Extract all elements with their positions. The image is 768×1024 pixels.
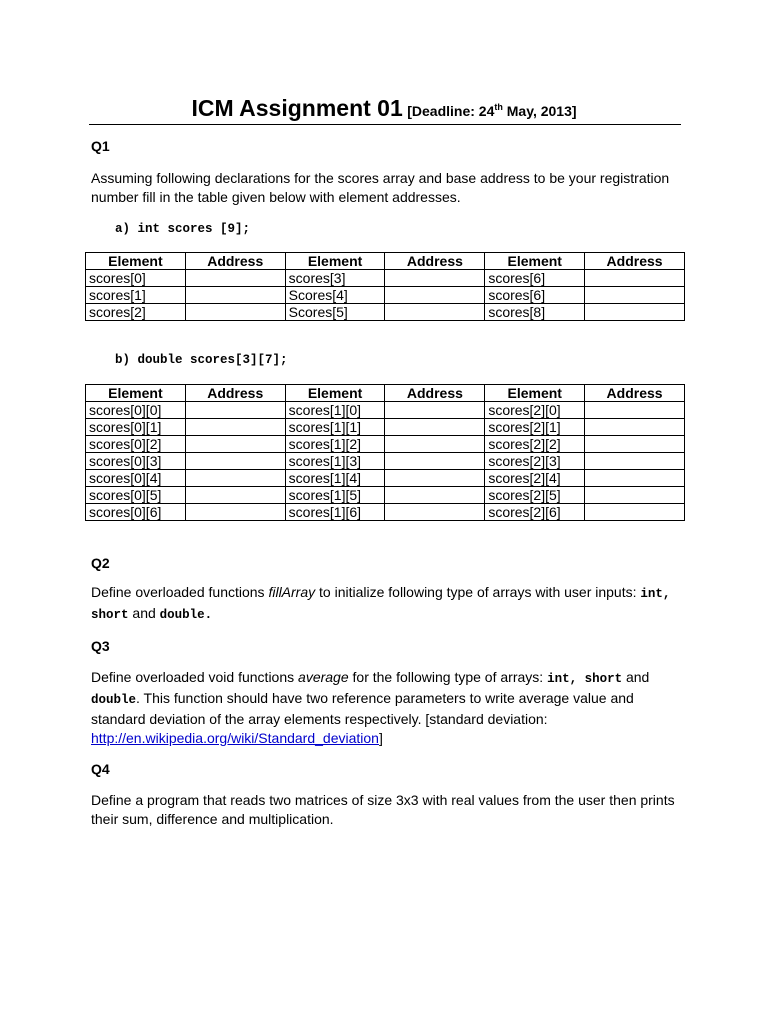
element-cell: scores[3] <box>285 270 385 287</box>
element-cell: scores[1][6] <box>285 504 385 521</box>
address-cell[interactable] <box>385 419 485 436</box>
title-divider <box>89 124 681 125</box>
q2-func: fillArray <box>268 584 316 600</box>
header-element-1: Element <box>86 253 186 270</box>
element-cell: scores[0][4] <box>86 470 186 487</box>
address-cell[interactable] <box>585 304 685 321</box>
address-cell[interactable] <box>385 304 485 321</box>
q2-heading: Q2 <box>91 555 110 571</box>
address-cell[interactable] <box>585 287 685 304</box>
address-cell[interactable] <box>385 504 485 521</box>
element-cell: scores[0][1] <box>86 419 186 436</box>
q3-heading: Q3 <box>91 638 110 654</box>
q1-part-b: b) double scores[3][7]; <box>115 353 288 367</box>
table-row <box>86 304 685 321</box>
q2-text-1: Define overloaded functions <box>91 584 269 600</box>
address-cell[interactable] <box>385 270 485 287</box>
document-title <box>0 92 768 127</box>
q1-intro: Assuming following declarations for the scores array and base address to be your registration number fill in the table given below with element addresses. <box>91 170 670 205</box>
address-cell[interactable] <box>385 436 485 453</box>
element-cell: Scores[5] <box>285 304 385 321</box>
element-cell: scores[6] <box>485 287 585 304</box>
element-cell: scores[2][4] <box>485 470 585 487</box>
address-table-a <box>85 252 685 321</box>
q3-text-2: for the following type of arrays: <box>348 669 548 685</box>
q2-text-2: to initialize following type of arrays with user inputs: <box>315 584 641 600</box>
header-element-1: Element <box>86 385 186 402</box>
q4-heading: Q4 <box>91 761 110 777</box>
table-row <box>86 453 685 470</box>
q3-text-1: Define overloaded void functions <box>91 669 299 685</box>
table-row <box>86 504 685 521</box>
q2-type-short: short <box>91 608 129 622</box>
address-table-b <box>85 384 685 521</box>
q3-text-3: . This function should have two reference parameters to write average value and standard deviation of the array elements respectively. [standard deviation: <box>91 690 634 727</box>
element-cell: scores[0][6] <box>86 504 186 521</box>
address-cell[interactable] <box>585 487 685 504</box>
address-cell[interactable] <box>585 419 685 436</box>
header-element-3: Element <box>485 253 585 270</box>
q1-heading: Q1 <box>91 138 110 154</box>
address-cell[interactable] <box>585 270 685 287</box>
address-cell[interactable] <box>385 402 485 419</box>
header-address-3: Address <box>585 385 685 402</box>
element-cell: Scores[4] <box>285 287 385 304</box>
header-element-2: Element <box>285 385 385 402</box>
element-cell: scores[0][0] <box>86 402 186 419</box>
address-cell[interactable] <box>385 453 485 470</box>
q2-and: and <box>128 605 160 621</box>
element-cell: scores[1][1] <box>285 419 385 436</box>
element-cell: scores[2][6] <box>485 504 585 521</box>
title-main: ICM Assignment 01 <box>191 95 403 121</box>
address-cell[interactable] <box>385 487 485 504</box>
element-cell: scores[6] <box>485 270 585 287</box>
address-cell[interactable] <box>185 304 285 321</box>
q1-part-a: a) int scores [9]; <box>115 222 251 236</box>
element-cell: scores[0][2] <box>86 436 186 453</box>
q2-type-double: double. <box>159 608 213 622</box>
address-cell[interactable] <box>185 402 285 419</box>
address-cell[interactable] <box>585 402 685 419</box>
table-row <box>86 270 685 287</box>
address-cell[interactable] <box>185 287 285 304</box>
address-cell[interactable] <box>585 470 685 487</box>
header-address-2: Address <box>385 385 485 402</box>
title-deadline <box>407 103 576 119</box>
element-cell: scores[2] <box>86 304 186 321</box>
element-cell: scores[2][3] <box>485 453 585 470</box>
address-cell[interactable] <box>185 504 285 521</box>
element-cell: scores[2][0] <box>485 402 585 419</box>
address-cell[interactable] <box>385 470 485 487</box>
element-cell: scores[1] <box>86 287 186 304</box>
address-cell[interactable] <box>585 436 685 453</box>
element-cell: scores[2][2] <box>485 436 585 453</box>
q4-text: Define a program that reads two matrices of size 3x3 with real values from the user then prints their sum, difference and multiplication. <box>91 792 675 827</box>
table-header-row <box>86 253 685 270</box>
header-element-2: Element <box>285 253 385 270</box>
q3-close: ] <box>378 730 383 746</box>
q2-type-int: int, <box>640 587 671 601</box>
address-cell[interactable] <box>185 487 285 504</box>
header-address-1: Address <box>185 385 285 402</box>
address-cell[interactable] <box>185 419 285 436</box>
element-cell: scores[8] <box>485 304 585 321</box>
deadline-suffix: May, 2013] <box>502 103 577 119</box>
element-cell: scores[1][4] <box>285 470 385 487</box>
table-row <box>86 436 685 453</box>
element-cell: scores[0][5] <box>86 487 186 504</box>
address-cell[interactable] <box>185 470 285 487</box>
table-row <box>86 419 685 436</box>
table-row <box>86 402 685 419</box>
address-cell[interactable] <box>185 436 285 453</box>
q3-func: average <box>298 669 349 685</box>
header-address-3: Address <box>585 253 685 270</box>
deadline-ordinal: th <box>494 102 503 112</box>
address-cell[interactable] <box>585 504 685 521</box>
q3-types: int, short <box>547 672 623 686</box>
q2-text <box>91 583 681 625</box>
address-cell[interactable] <box>185 453 285 470</box>
element-cell: scores[1][0] <box>285 402 385 419</box>
header-element-3: Element <box>485 385 585 402</box>
table-row <box>86 470 685 487</box>
address-cell[interactable] <box>185 270 285 287</box>
address-cell[interactable] <box>585 453 685 470</box>
table-row <box>86 287 685 304</box>
q3-type-double: double <box>91 693 137 707</box>
deadline-prefix: [Deadline: 24 <box>407 103 495 119</box>
table-header-row <box>86 385 685 402</box>
element-cell: scores[1][3] <box>285 453 385 470</box>
header-address-1: Address <box>185 253 285 270</box>
std-deviation-link[interactable]: http://en.wikipedia.org/wiki/Standard_deviation <box>91 730 379 746</box>
element-cell: scores[0] <box>86 270 186 287</box>
q3-and: and <box>622 669 650 685</box>
element-cell: scores[0][3] <box>86 453 186 470</box>
header-address-2: Address <box>385 253 485 270</box>
element-cell: scores[2][5] <box>485 487 585 504</box>
q3-text <box>91 668 681 748</box>
element-cell: scores[1][2] <box>285 436 385 453</box>
element-cell: scores[1][5] <box>285 487 385 504</box>
table-row <box>86 487 685 504</box>
element-cell: scores[2][1] <box>485 419 585 436</box>
address-cell[interactable] <box>385 287 485 304</box>
